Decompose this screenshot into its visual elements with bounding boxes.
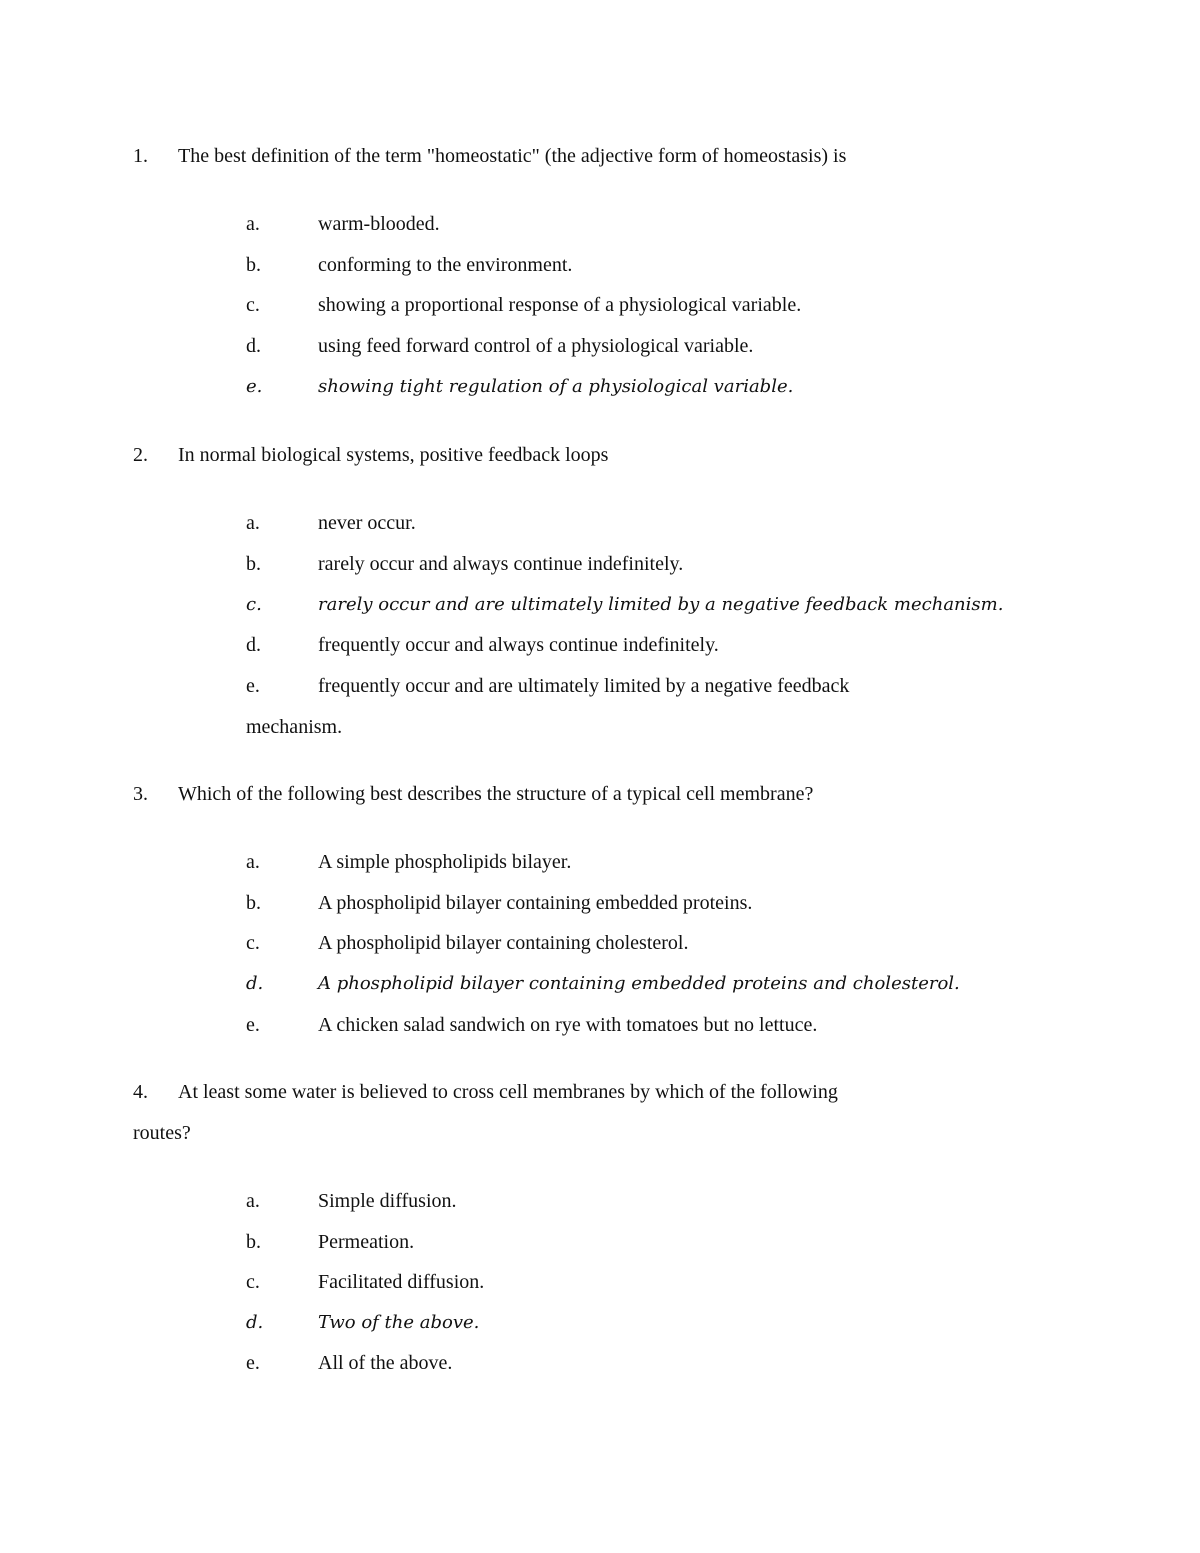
question-text: The best definition of the term "homeostatic" (the adjective form of homeostasis) is bbox=[178, 145, 847, 167]
option-text: rarely occur and always continue indefinitely. bbox=[318, 553, 684, 575]
answer-option-letter: d. bbox=[246, 1312, 264, 1333]
option-letter: a. bbox=[246, 851, 260, 873]
question-text: In normal biological systems, positive feedback loops bbox=[178, 444, 609, 466]
question-number: 1. bbox=[133, 145, 148, 167]
question-text: Which of the following best describes the structure of a typical cell membrane? bbox=[178, 783, 814, 805]
option-text: Facilitated diffusion. bbox=[318, 1271, 485, 1293]
option-letter: a. bbox=[246, 512, 260, 534]
option-letter: b. bbox=[246, 1231, 261, 1253]
option-text: showing a proportional response of a physiological variable. bbox=[318, 294, 802, 316]
question-number: 2. bbox=[133, 444, 148, 466]
option-text: frequently occur and are ultimately limited by a negative feedback bbox=[318, 675, 850, 697]
option-text: never occur. bbox=[318, 512, 416, 534]
option-letter: a. bbox=[246, 213, 260, 235]
option-text: A phospholipid bilayer containing cholesterol. bbox=[318, 932, 689, 954]
option-letter: e. bbox=[246, 675, 260, 697]
question-text-continuation: routes? bbox=[133, 1122, 191, 1144]
option-text: A chicken salad sandwich on rye with tomatoes but no lettuce. bbox=[318, 1014, 818, 1036]
answer-option-text: Two of the above. bbox=[318, 1312, 480, 1333]
option-text: using feed forward control of a physiological variable. bbox=[318, 335, 754, 357]
option-text: Permeation. bbox=[318, 1231, 415, 1253]
option-letter: e. bbox=[246, 1352, 260, 1374]
answer-option-letter: d. bbox=[246, 973, 264, 994]
option-text: A phospholipid bilayer containing embedded proteins. bbox=[318, 892, 753, 914]
option-text: warm-blooded. bbox=[318, 213, 440, 235]
answer-option-text: rarely occur and are ultimately limited by a negative feedback mechanism. bbox=[318, 594, 1004, 615]
option-text: A simple phospholipids bilayer. bbox=[318, 851, 572, 873]
option-letter: a. bbox=[246, 1190, 260, 1212]
option-text-continuation: mechanism. bbox=[246, 716, 343, 738]
option-letter: d. bbox=[246, 335, 261, 357]
answer-option-text: A phospholipid bilayer containing embedded proteins and cholesterol. bbox=[318, 973, 960, 994]
answer-option-letter: e. bbox=[246, 376, 263, 397]
option-letter: c. bbox=[246, 932, 260, 954]
answer-option-letter: c. bbox=[246, 594, 262, 615]
option-letter: c. bbox=[246, 294, 260, 316]
question-number: 3. bbox=[133, 783, 148, 805]
option-letter: d. bbox=[246, 634, 261, 656]
option-text: frequently occur and always continue indefinitely. bbox=[318, 634, 719, 656]
option-letter: c. bbox=[246, 1271, 260, 1293]
question-text: At least some water is believed to cross cell membranes by which of the following bbox=[178, 1081, 838, 1103]
option-text: conforming to the environment. bbox=[318, 254, 573, 276]
option-letter: e. bbox=[246, 1014, 260, 1036]
answer-option-text: showing tight regulation of a physiological variable. bbox=[318, 376, 794, 397]
option-letter: b. bbox=[246, 892, 261, 914]
option-letter: b. bbox=[246, 254, 261, 276]
option-text: All of the above. bbox=[318, 1352, 453, 1374]
question-number: 4. bbox=[133, 1081, 148, 1103]
option-text: Simple diffusion. bbox=[318, 1190, 457, 1212]
option-letter: b. bbox=[246, 553, 261, 575]
